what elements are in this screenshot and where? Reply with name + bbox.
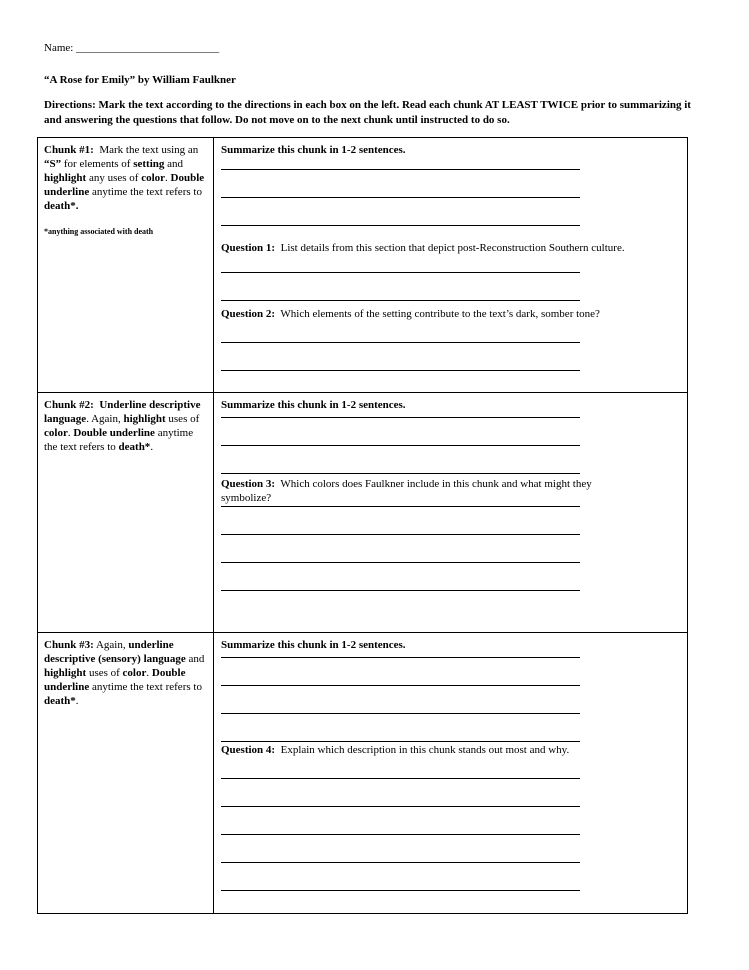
question-2 [221, 307, 681, 321]
text-run: color [122, 667, 147, 679]
chunk-3-instructions [38, 633, 214, 913]
answer-line[interactable] [221, 169, 580, 170]
text-run: “S” [44, 158, 62, 170]
page-title: “A Rose for Emily” by William Faulkner [44, 74, 236, 86]
text-run: color [141, 172, 166, 184]
answer-line[interactable] [221, 590, 580, 591]
worksheet-table [37, 137, 688, 914]
answer-line[interactable] [221, 445, 580, 446]
chunk-row-3 [38, 632, 687, 913]
question-1 [221, 241, 681, 255]
answer-line[interactable] [221, 417, 580, 418]
question-label: Question 4: [221, 744, 276, 756]
answer-line[interactable] [221, 473, 580, 474]
text-run: . [67, 427, 74, 439]
answer-line[interactable] [221, 890, 580, 891]
chunk-1-label: Chunk #1: [44, 144, 94, 156]
text-run: and [185, 653, 205, 665]
answer-line[interactable] [221, 862, 580, 863]
question-label: Question 1: [221, 242, 276, 254]
question-text: Explain which description in this chunk stands out most and why. [280, 744, 570, 756]
chunk-row-1 [38, 138, 687, 392]
answer-line[interactable] [221, 778, 580, 779]
text-run: . Again, [86, 413, 124, 425]
chunk-2-label: Chunk #2: [44, 399, 94, 411]
question-3 [221, 477, 621, 505]
chunk-1-instruction-text [44, 143, 209, 213]
text-run: . [165, 172, 171, 184]
text-run: anytime the text refers to [89, 186, 202, 198]
text-run: Again, [95, 639, 129, 651]
answer-line[interactable] [221, 225, 580, 226]
answer-line[interactable] [221, 300, 580, 301]
text-run: highlight [44, 667, 87, 679]
death-footnote: *anything associated with death [44, 227, 154, 236]
question-label: Question 2: [221, 308, 276, 320]
chunk-1-instructions [38, 138, 214, 392]
text-run: any uses of [86, 172, 142, 184]
question-text: Which colors does Faulkner include in this chunk and what might they symbolize? [221, 478, 592, 504]
text-run: . [150, 441, 154, 453]
text-run: death* [44, 695, 76, 707]
directions-text: Directions: Mark the text according to the directions in each box on the left. Read each chunk AT LEAST TWICE prior to summarizing it and answering the questions that follow. Do not move on to the next chunk until instructed to do so. [44, 99, 691, 126]
text-run: uses of [86, 667, 123, 679]
question-label: Question 3: [221, 478, 276, 490]
chunk-3-responses [221, 638, 681, 891]
text-run: Underline descriptive language [44, 399, 201, 425]
answer-line[interactable] [221, 685, 580, 686]
chunk-3-label: Chunk #3: [44, 639, 94, 651]
text-run: Mark the text using an [99, 144, 199, 156]
answer-line[interactable] [221, 506, 580, 507]
text-run: color [44, 427, 68, 439]
text-run: for elements of [61, 158, 134, 170]
text-run: death*. [44, 200, 79, 212]
text-run: underline descriptive (sensory) language [44, 639, 186, 665]
text-run: . [75, 695, 79, 707]
summarize-prompt: Summarize this chunk in 1-2 sentences. [221, 144, 406, 156]
summarize-prompt: Summarize this chunk in 1-2 sentences. [221, 399, 406, 411]
name-label: Name: [44, 42, 77, 54]
question-4 [221, 743, 681, 757]
answer-line[interactable] [221, 534, 580, 535]
text-run: setting [133, 158, 165, 170]
text-run: anytime the text refers to [44, 427, 194, 453]
chunk-3-instruction-text [44, 638, 209, 708]
text-run: and [164, 158, 184, 170]
question-text: List details from this section that depict post-Reconstruction Southern culture. [280, 242, 625, 254]
answer-line[interactable] [221, 197, 580, 198]
text-run: Double underline [44, 172, 205, 198]
text-run: . [146, 667, 152, 679]
name-blank[interactable]: __________________________ [76, 42, 220, 54]
text-run: uses of [165, 413, 200, 425]
text-run: highlight [44, 172, 87, 184]
text-run: anytime the text refers to [89, 681, 202, 693]
answer-line[interactable] [221, 806, 580, 807]
chunk-1-responses [221, 143, 681, 371]
answer-line[interactable] [221, 370, 580, 371]
text-run: highlight [123, 413, 166, 425]
answer-line[interactable] [221, 741, 580, 742]
name-field[interactable] [44, 41, 219, 55]
chunk-2-instruction-text [44, 398, 209, 454]
text-run: Double underline [73, 427, 155, 439]
question-text: Which elements of the setting contribute to the text’s dark, somber tone? [280, 308, 600, 320]
chunk-row-2 [38, 392, 687, 632]
summarize-prompt: Summarize this chunk in 1-2 sentences. [221, 639, 406, 651]
text-run: death* [118, 441, 151, 453]
answer-line[interactable] [221, 834, 580, 835]
answer-line[interactable] [221, 272, 580, 273]
answer-line[interactable] [221, 713, 580, 714]
answer-line[interactable] [221, 342, 580, 343]
answer-line[interactable] [221, 657, 580, 658]
text-run: Double underline [44, 667, 186, 693]
chunk-2-instructions [38, 393, 214, 632]
chunk-2-responses [221, 398, 681, 591]
answer-line[interactable] [221, 562, 580, 563]
